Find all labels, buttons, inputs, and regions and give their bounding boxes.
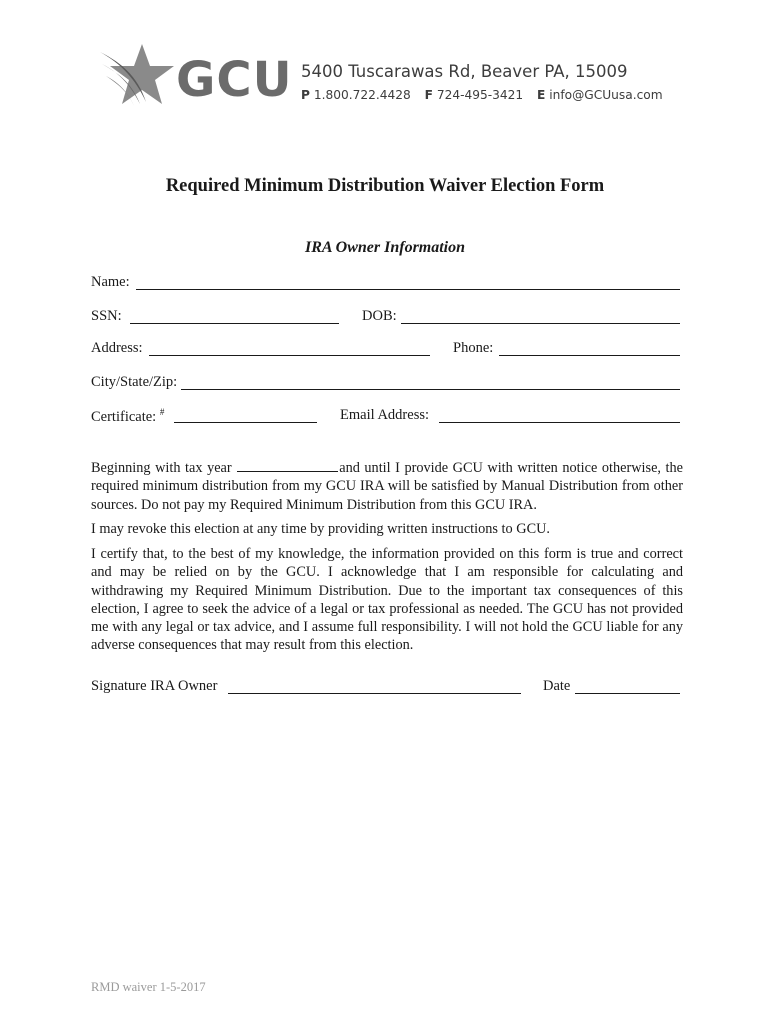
phone-field[interactable] xyxy=(499,355,680,356)
revoke-paragraph: I may revoke this election at any time by providing written instructions to GCU. xyxy=(91,521,551,537)
email-label: E xyxy=(537,88,546,102)
phone-number: 1.800.722.4428 xyxy=(313,88,411,102)
phone-field-label: Phone: xyxy=(453,340,494,356)
city-state-zip-label: City/State/Zip: xyxy=(91,374,178,390)
company-email: info@GCUusa.com xyxy=(549,88,663,102)
tax-year-text: Beginning with tax year xyxy=(91,460,232,476)
form-title: Required Minimum Distribution Waiver Election Form xyxy=(165,176,605,196)
tax-year-field[interactable] xyxy=(237,459,338,472)
fax-label: F xyxy=(424,88,433,102)
name-label: Name: xyxy=(91,274,130,290)
section-title: IRA Owner Information xyxy=(304,239,466,256)
form-version: RMD waiver 1-5-2017 xyxy=(91,980,206,994)
date-label: Date xyxy=(543,678,571,694)
signature-row xyxy=(91,678,680,698)
city-state-zip-row xyxy=(91,374,680,394)
name-row xyxy=(91,274,680,294)
address-phone-row xyxy=(91,340,680,360)
name-field[interactable] xyxy=(136,289,680,290)
email-address-label: Email Address: xyxy=(340,407,430,423)
gcu-logo xyxy=(98,42,293,110)
certificate-field[interactable] xyxy=(174,422,317,423)
ssn-dob-row xyxy=(91,308,680,328)
phone-label: P xyxy=(301,88,310,102)
certificate-label: Certificate: # xyxy=(91,407,165,425)
address-field[interactable] xyxy=(149,355,430,356)
company-address: 5400 Tuscarawas Rd, Beaver PA, 15009 xyxy=(301,62,628,81)
logo-wordmark: GCU xyxy=(176,52,293,108)
signature-label: Signature IRA Owner xyxy=(91,678,218,694)
ssn-field[interactable] xyxy=(130,323,339,324)
fax-number: 724-495-3421 xyxy=(436,88,524,102)
date-field[interactable] xyxy=(575,693,680,694)
certificate-number-mark: # xyxy=(159,407,165,417)
ssn-label: SSN: xyxy=(91,308,122,324)
email-address-field[interactable] xyxy=(439,422,680,423)
certificate-email-row xyxy=(91,407,680,427)
company-contact xyxy=(301,88,663,102)
election-text: and until I provide GCU with written notice otherwise, the required minimum distribution from my GCU IRA will be satisfied by Manual Distribution from other sources. Do not pay my Required Minimum Distribution from this GCU IRA. xyxy=(91,460,683,513)
election-paragraph xyxy=(91,459,683,514)
certification-paragraph: I certify that, to the best of my knowledge, the information provided on this form is true and correct and may be relied on by the GCU. I acknowledge that I am responsible for calculating and withdrawing my Required Minimum Distribution. Due to the important tax consequences of this election, I agree to seek the advice of a legal or tax professional as needed. The GCU has not provided me with any legal or tax advice, and I assume full responsibility. I will not hold the GCU liable for any adverse consequences that may result from this election. xyxy=(91,546,683,654)
dob-field[interactable] xyxy=(401,323,680,324)
address-label: Address: xyxy=(91,340,143,356)
signature-field[interactable] xyxy=(228,693,521,694)
city-state-zip-field[interactable] xyxy=(181,389,680,390)
dob-label: DOB: xyxy=(362,308,397,324)
star-swoosh-icon xyxy=(98,42,178,110)
